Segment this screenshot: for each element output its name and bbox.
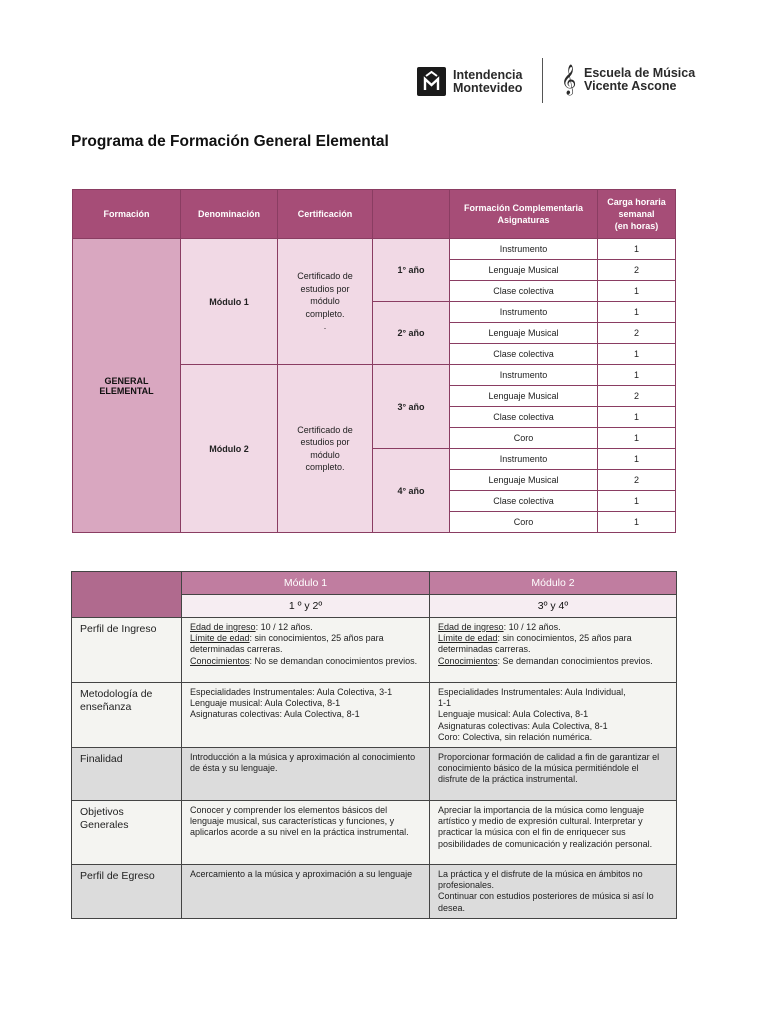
hours-cell: 1 xyxy=(598,449,676,470)
intendencia-logo-text xyxy=(453,69,522,95)
cert1-line: Certificado de xyxy=(297,271,353,282)
egreso-line: Continuar con estudios posteriores de música si así lo desea. xyxy=(438,891,654,913)
cert1-line: completo. xyxy=(305,308,345,319)
hours-cell: 1 xyxy=(598,428,676,449)
subject-cell: Coro xyxy=(450,512,598,533)
conocimientos-key: Conocimientos xyxy=(190,655,250,666)
row-label-perfil-egreso: Perfil de Egreso xyxy=(72,865,182,919)
row-label-finalidad: Finalidad xyxy=(72,748,182,801)
header-carga-horaria xyxy=(598,190,676,239)
formacion-line1: GENERAL xyxy=(104,375,149,386)
modulo2-cell: Módulo 2 xyxy=(181,365,278,533)
intendencia-line1: Intendencia xyxy=(453,67,523,82)
edad-key: Edad de ingreso xyxy=(438,622,504,632)
carga-line1: Carga horaria xyxy=(607,197,666,207)
metodologia-line: Lenguaje musical: Aula Colectiva, 8-1 xyxy=(190,698,341,709)
limite-key: Límite de edad xyxy=(438,633,498,644)
metodologia-m2 xyxy=(430,683,677,748)
subject-cell: Lenguaje Musical xyxy=(450,260,598,281)
hours-cell: 1 xyxy=(598,239,676,260)
subject-cell: Lenguaje Musical xyxy=(450,323,598,344)
cert1-line: estudios por xyxy=(300,283,350,294)
header-asignaturas: Formación Complementaria Asignaturas xyxy=(450,190,598,239)
escuela-logo-text xyxy=(584,67,695,93)
cert1-cell xyxy=(278,239,373,365)
egreso-line: La práctica y el disfrute de la música en ámbitos no profesionales. xyxy=(438,869,643,891)
hours-cell: 1 xyxy=(598,512,676,533)
logo-divider xyxy=(542,58,543,103)
edad-value: : 10 / 12 años. xyxy=(255,622,313,632)
subject-cell: Instrumento xyxy=(450,239,598,260)
carga-line3: (en horas) xyxy=(614,221,659,231)
cert2-line: estudios por xyxy=(300,437,350,447)
hours-cell: 1 xyxy=(598,344,676,365)
finalidad-m2: Proporcionar formación de calidad a fin de garantizar el conocimiento básico de la música permitiéndole el disfrute de la práctica instrumental. xyxy=(430,748,677,801)
row-label-metodologia xyxy=(72,683,182,748)
intendencia-m-icon xyxy=(417,67,446,96)
subject-cell: Instrumento xyxy=(450,365,598,386)
metodologia-line: Asignaturas colectivas: Aula Colectiva, 8-1 xyxy=(438,720,608,731)
header-modulo1: Módulo 1 xyxy=(182,572,430,595)
subject-cell: Coro xyxy=(450,428,598,449)
metodologia-line: Coro: Colectiva, sin relación numérica. xyxy=(438,731,593,742)
conocimientos-key: Conocimientos xyxy=(438,655,498,666)
subject-cell: Clase colectiva xyxy=(450,344,598,365)
formacion-cell xyxy=(73,239,181,533)
edad-key: Edad de ingreso xyxy=(190,622,256,632)
modulo1-years: 1 º y 2º xyxy=(182,595,430,618)
egreso-m1: Acercamiento a la música y aproximación a su lenguaje xyxy=(182,865,430,919)
limite-value: : sin conocimientos, 25 años para determinadas carreras. xyxy=(438,633,632,655)
limite-value: : sin conocimientos, 25 años para determinadas carreras. xyxy=(190,633,384,655)
page-title: Programa de Formación General Elemental xyxy=(71,133,389,150)
year3-cell: 3° año xyxy=(373,365,450,449)
row-label-perfil-ingreso: Perfil de Ingreso xyxy=(72,618,182,683)
escuela-line1: Escuela de Música xyxy=(584,66,696,80)
year2-cell: 2° año xyxy=(373,302,450,365)
header-certificacion: Certificación xyxy=(278,190,373,239)
hours-cell: 2 xyxy=(598,386,676,407)
modulo1-cell: Módulo 1 xyxy=(181,239,278,365)
subject-cell: Lenguaje Musical xyxy=(450,386,598,407)
metodologia-line: Especialidades Instrumentales: Aula Individual, xyxy=(438,687,626,697)
hours-cell: 2 xyxy=(598,260,676,281)
objetivos-m1: Conocer y comprender los elementos básicos del lenguaje musical, sus características y funciones, y aplicarlos acorde a su nivel en la práctica instrumental. xyxy=(182,801,430,865)
finalidad-m1: Introducción a la música y aproximación al conocimiento de ésta y su lenguaje. xyxy=(182,748,430,801)
escuela-line2: Vicente Ascone xyxy=(584,79,677,93)
hours-cell: 2 xyxy=(598,323,676,344)
hours-cell: 1 xyxy=(598,491,676,512)
metodologia-line: Asignaturas colectivas: Aula Colectiva, 8-1 xyxy=(190,709,360,720)
conocimientos-value: : No se demandan conocimientos previos. xyxy=(249,655,418,666)
formacion-line2: ELEMENTAL xyxy=(99,385,154,396)
perfil-ingreso-m1 xyxy=(182,618,430,683)
year1-cell: 1° año xyxy=(373,239,450,302)
subject-cell: Instrumento xyxy=(450,302,598,323)
cert1-line: módulo xyxy=(310,296,340,307)
hours-cell: 1 xyxy=(598,365,676,386)
metodologia-line: 1-1 xyxy=(438,698,452,709)
metodologia-line: Especialidades Instrumentales: Aula Colectiva, 3-1 xyxy=(190,687,393,697)
treble-clef-icon: 𝄞 xyxy=(561,65,577,95)
subject-cell: Clase colectiva xyxy=(450,491,598,512)
modulo2-years: 3º y 4º xyxy=(430,595,677,618)
header-anio xyxy=(373,190,450,239)
cert2-cell xyxy=(278,365,373,533)
header-denominacion: Denominación xyxy=(181,190,278,239)
subject-cell: Clase colectiva xyxy=(450,407,598,428)
hours-cell: 1 xyxy=(598,281,676,302)
subject-cell: Instrumento xyxy=(450,449,598,470)
conocimientos-value: : Se demandan conocimientos previos. xyxy=(497,655,653,666)
header-formacion: Formación xyxy=(73,190,181,239)
subject-cell: Clase colectiva xyxy=(450,281,598,302)
program-structure-table xyxy=(72,189,676,533)
metodologia-line1: Metodología de xyxy=(80,688,153,700)
escuela-logo xyxy=(561,67,695,93)
cert2-line: completo. xyxy=(305,462,345,472)
edad-value: : 10 / 12 años. xyxy=(503,622,561,632)
header-modulo2: Módulo 2 xyxy=(430,572,677,595)
year4-cell: 4° año xyxy=(373,449,450,533)
intendencia-line2: Montevideo xyxy=(453,80,523,95)
cert2-line: módulo xyxy=(310,449,340,460)
objetivos-m2: Apreciar la importancia de la música como lenguaje artístico y medio de expresión cultural. Interpretar y practicar la música con el fin de enriquecer sus posibilidades de comunicación y realización personal. xyxy=(430,801,677,865)
hours-cell: 1 xyxy=(598,302,676,323)
intendencia-logo xyxy=(417,67,522,96)
cert1-line: . xyxy=(323,321,327,332)
objetivos-line2: Generales xyxy=(80,819,129,832)
metodologia-line: Lenguaje musical: Aula Colectiva, 8-1 xyxy=(438,709,589,720)
carga-line2: semanal xyxy=(618,209,655,219)
perfil-ingreso-m2 xyxy=(430,618,677,683)
module-profile-table xyxy=(71,571,677,919)
row-label-objetivos xyxy=(72,801,182,865)
hours-cell: 2 xyxy=(598,470,676,491)
metodologia-line2: enseñanza xyxy=(80,701,132,713)
corner-cell xyxy=(72,572,182,618)
hours-cell: 1 xyxy=(598,407,676,428)
cert2-line: Certificado de xyxy=(297,424,353,435)
metodologia-m1 xyxy=(182,683,430,748)
subject-cell: Lenguaje Musical xyxy=(450,470,598,491)
limite-key: Límite de edad xyxy=(190,633,250,644)
egreso-m2 xyxy=(430,865,677,919)
objetivos-line1: Objetivos xyxy=(80,806,124,819)
